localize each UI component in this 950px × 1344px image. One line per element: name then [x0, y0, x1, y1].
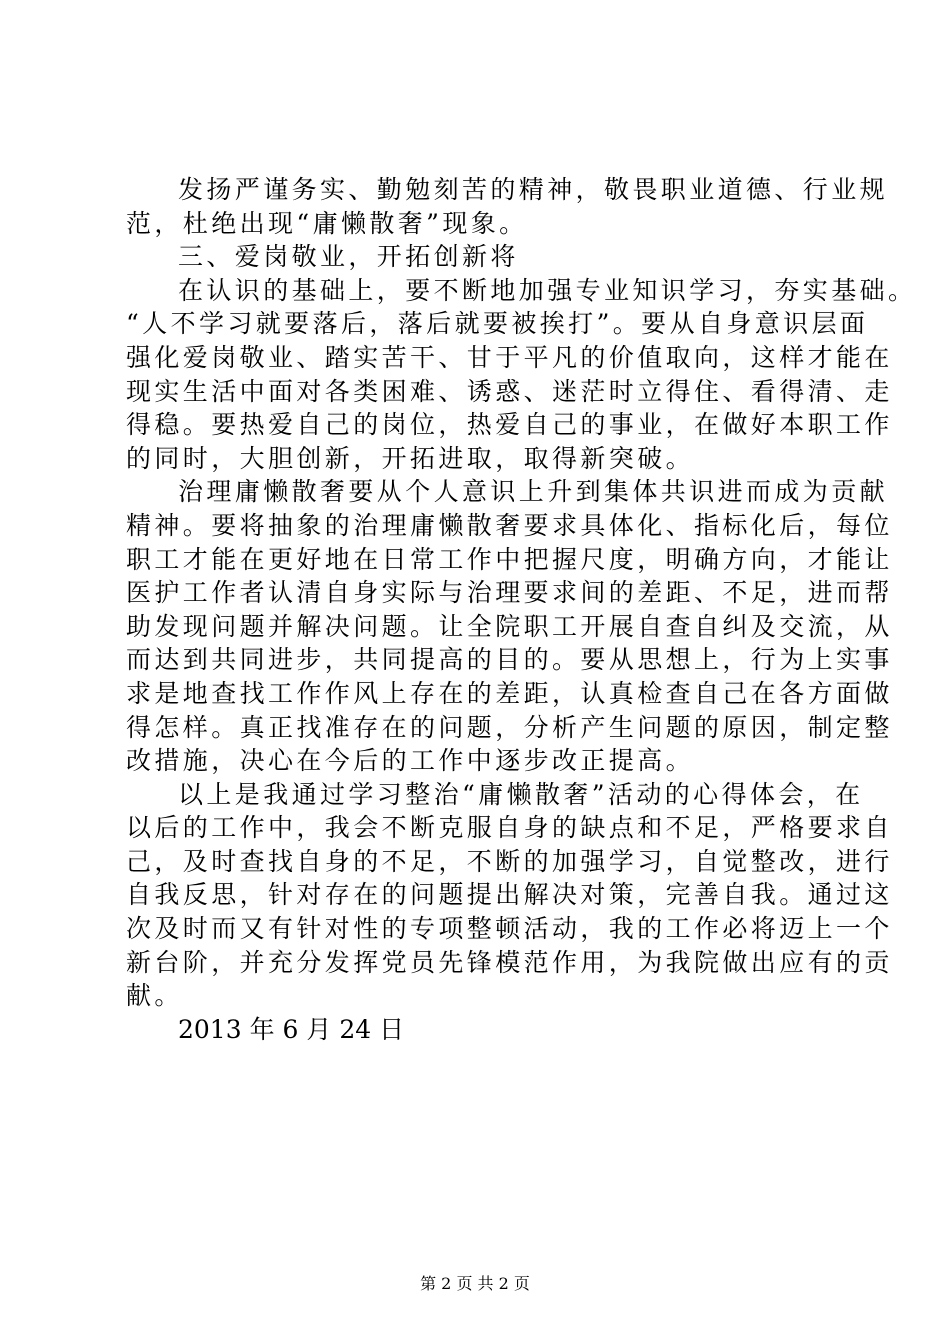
paragraph-line: 医护工作者认清自身实际与治理要求间的差距、不足，进而帮 — [126, 578, 893, 608]
paragraph-line: 强化爱岗敬业、踏实苦干、甘于平凡的价值取向，这样才能在 — [126, 342, 893, 372]
paragraph-line: 以后的工作中，我会不断克服自身的缺点和不足，严格要求自 — [126, 813, 893, 843]
paragraph-line: 改措施，决心在今后的工作中逐步改正提高。 — [126, 746, 695, 776]
paragraph-line: 求是地查找工作作风上存在的差距，认真检查自己在各方面做 — [126, 678, 893, 708]
paragraph-line: 献。 — [126, 981, 183, 1011]
paragraph-line: 而达到共同进步，共同提高的目的。要从思想上，行为上实事 — [126, 645, 893, 675]
section-heading: 三、爱岗敬业，开拓创新将 — [178, 242, 519, 272]
paragraph-line: 范，杜绝出现“庸懒散奢”现象。 — [126, 208, 528, 238]
paragraph-line: 得稳。要热爱自己的岗位，热爱自己的事业，在做好本职工作 — [126, 410, 893, 440]
paragraph-line: 在认识的基础上，要不断地加强专业知识学习，夯实基础。 — [178, 275, 917, 305]
paragraph-line: 精神。要将抽象的治理庸懒散奢要求具体化、指标化后，每位 — [126, 510, 893, 540]
paragraph-line: 次及时而又有针对性的专项整顿活动，我的工作必将迈上一个 — [126, 914, 893, 944]
paragraph-line: 发扬严谨务实、勤勉刻苦的精神，敬畏职业道德、行业规 — [178, 175, 889, 204]
page-number-footer: 第 2 页 共 2 页 — [420, 1274, 530, 1293]
paragraph-line: 新台阶，并充分发挥党员先锋模范作用，为我院做出应有的贡 — [126, 947, 893, 977]
paragraph-line: 己，及时查找自身的不足，不断的加强学习，自觉整改，进行 — [126, 846, 893, 876]
paragraph-line: 以上是我通过学习整治“庸懒散奢”活动的心得体会，在 — [178, 779, 864, 809]
document-date: 2013 年 6 月 24 日 — [178, 1014, 405, 1044]
paragraph-line: 得怎样。真正找准存在的问题，分析产生问题的原因，制定整 — [126, 712, 893, 742]
paragraph-line: 自我反思，针对存在的问题提出解决对策，完善自我。通过这 — [126, 880, 893, 910]
paragraph-line: 现实生活中面对各类困难、诱惑、迷茫时立得住、看得清、走 — [126, 376, 893, 406]
paragraph-line: 治理庸懒散奢要从个人意识上升到集体共识进而成为贡献 — [178, 477, 889, 507]
paragraph-line: 职工才能在更好地在日常工作中把握尺度，明确方向，才能让 — [126, 544, 893, 574]
paragraph-line: “人不学习就要落后，落后就要被挨打”。要从自身意识层面 — [126, 309, 869, 339]
paragraph-line: 助发现问题并解决问题。让全院职工开展自查自纠及交流，从 — [126, 611, 893, 641]
document-body — [126, 173, 917, 1046]
paragraph-line: 的同时，大胆创新，开拓进取，取得新突破。 — [126, 443, 695, 473]
